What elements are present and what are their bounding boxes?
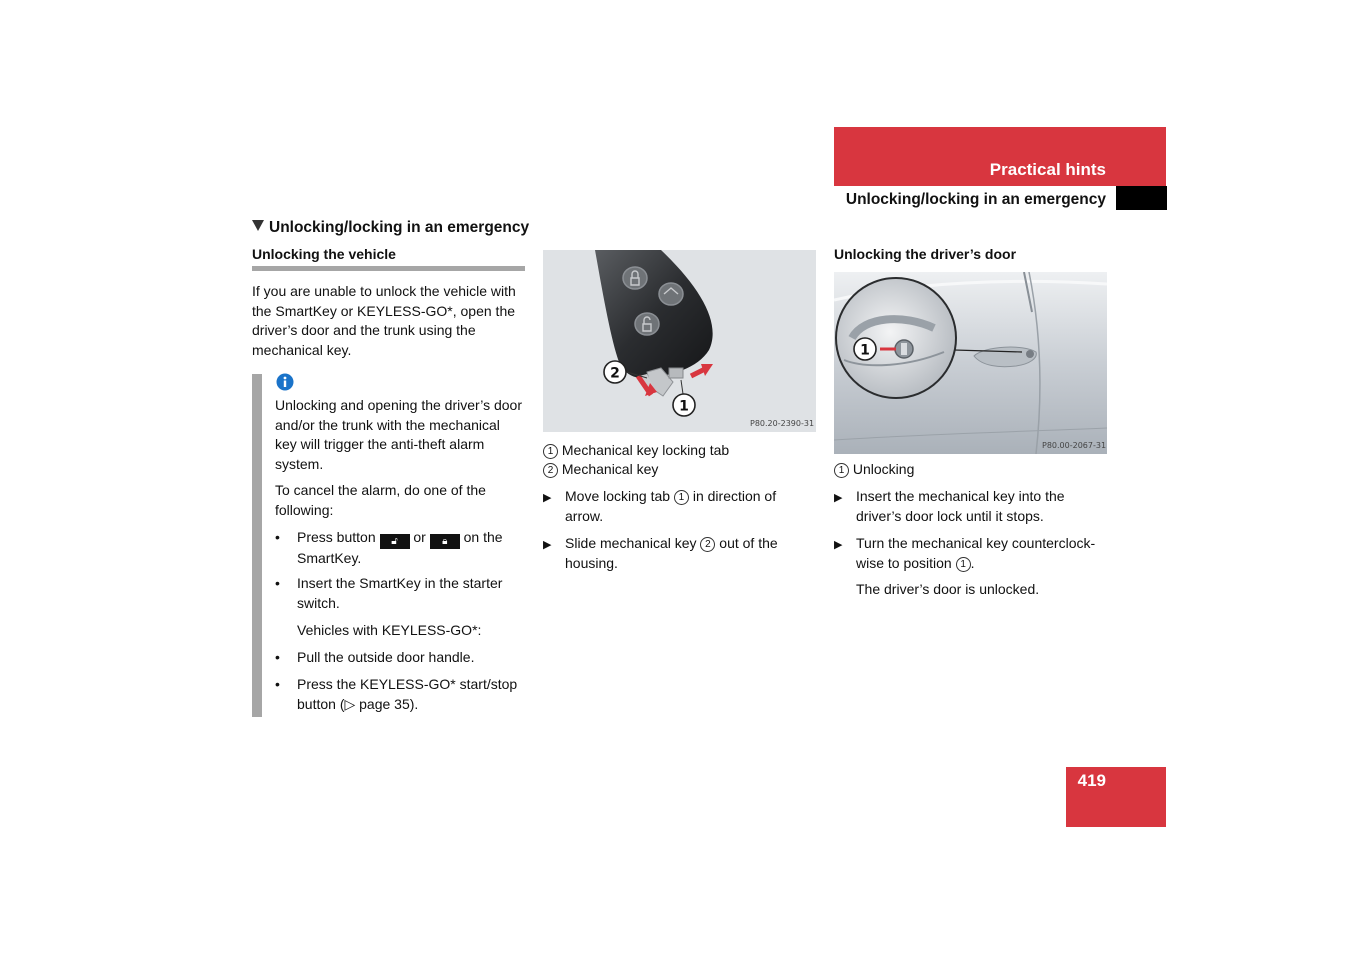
- legend-item-2: 2 Mechanical key: [543, 460, 815, 480]
- legend-item-1: 1 Mechanical key locking tab: [543, 441, 815, 461]
- note-bullet-1: • Press button 🔓︎ or 🔒︎ on the SmartKey.: [275, 529, 503, 566]
- smartkey-illustration: [543, 250, 816, 432]
- col1-subheading: Unlocking the vehicle: [252, 246, 396, 262]
- page-number: 419: [1077, 771, 1106, 790]
- lock-button-icon: 🔒︎: [430, 534, 460, 549]
- step-arrow-icon: ▶: [834, 492, 843, 504]
- note-bullet-4: • Press the KEYLESS-GO* start/stop button (▷ page 35).: [275, 676, 518, 712]
- intro-paragraph: If you are unable to unlock the vehicle with the SmartKey or KEYLESS-GO*, open the driver’s door and the trunk using the mechanical key.: [252, 283, 516, 358]
- main-heading: Unlocking/locking in an emergency: [252, 219, 529, 237]
- step-insert-key: ▶ Insert the mechanical key into the driver’s door lock until it stops.: [834, 488, 1065, 524]
- page-reference-link[interactable]: ▷ page 35: [344, 695, 410, 712]
- note-paragraph-1: Unlocking and opening the driver’s door and/or the trunk with the mechanical key will trigger the anti-theft alarm system.: [275, 397, 522, 472]
- note-paragraph-2: To cancel the alarm, do one of the following:: [275, 482, 486, 518]
- svg-text:2: 2: [610, 365, 620, 382]
- triangle-down-icon: [252, 220, 264, 231]
- note-side-bar: [252, 374, 262, 717]
- result-text: The driver’s door is unlocked.: [856, 581, 1040, 597]
- keyless-line: Vehicles with KEYLESS-GO*:: [297, 622, 482, 638]
- door-figure: [834, 272, 1107, 454]
- smartkey-figure: [543, 250, 816, 432]
- info-icon: [276, 373, 294, 391]
- step-turn-key: ▶ Turn the mechanical key counterclock-wise to position 1 .: [834, 535, 1096, 571]
- col3-subheading: Unlocking the driver’s door: [834, 246, 1017, 262]
- step-arrow-icon: ▶: [543, 492, 552, 504]
- figure-code: P80.00-2067-31: [1042, 441, 1107, 450]
- step-slide-key: ▶ Slide mechanical key 2 out of the housing.: [543, 535, 778, 571]
- note-bullet-3: • Pull the outside door handle.: [275, 649, 475, 665]
- unlock-button-icon: 🔓︎: [380, 534, 410, 549]
- step-arrow-icon: ▶: [543, 539, 552, 551]
- legend-item-unlocking: 1 Unlocking: [834, 460, 1106, 480]
- svg-text:1: 1: [860, 342, 870, 359]
- figure-code: P80.20-2390-31: [750, 419, 815, 428]
- header-black-tab: [1116, 186, 1167, 210]
- door-lock-illustration: [834, 272, 1107, 454]
- step-arrow-icon: ▶: [834, 539, 843, 551]
- step-move-tab: ▶ Move locking tab 1 in direction of arrow.: [543, 488, 777, 524]
- subsection-title: Unlocking/locking in an emergency: [845, 191, 1106, 208]
- svg-text:1: 1: [679, 398, 689, 415]
- note-bullet-2: • Insert the SmartKey in the starter switch.: [275, 575, 503, 611]
- section-title: Practical hints: [989, 160, 1106, 179]
- subheading-rule: [252, 266, 525, 271]
